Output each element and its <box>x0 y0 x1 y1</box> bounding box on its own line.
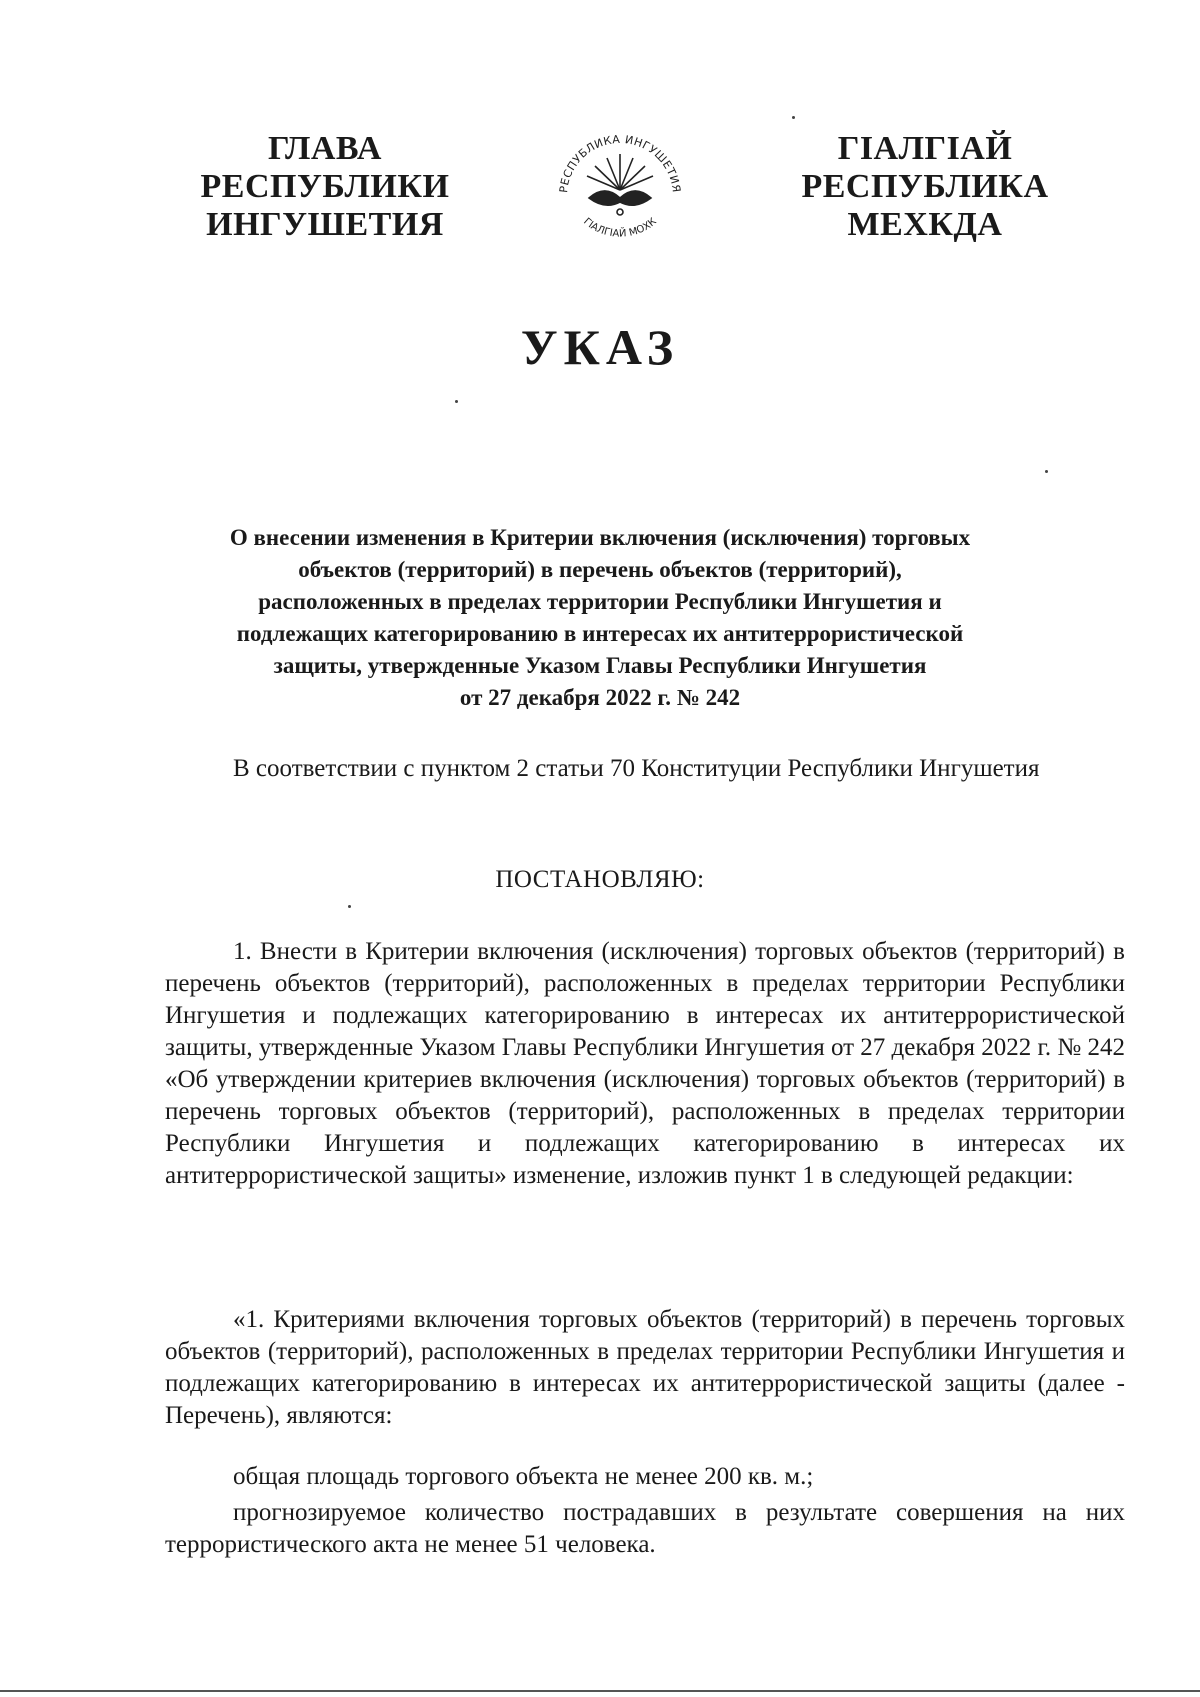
svg-text:ГIАЛГIАЙ МОХК <box>581 216 659 239</box>
title-line-2: объектов (территорий) в перечень объектов (территорий), <box>298 557 902 582</box>
title-line-3: расположенных в пределах территории Республики Ингушетия и <box>258 589 942 614</box>
title-line-5: защиты, утвержденные Указом Главы Республики Ингушетия <box>273 653 927 678</box>
emblem-arc-bottom: ГIАЛГIАЙ МОХК <box>581 216 659 240</box>
decree-title <box>150 522 1050 714</box>
paragraph-area-criterion: общая площадь торгового объекта не менее 200 кв. м.; <box>233 1463 814 1490</box>
header-right-line-1: ГІАЛГІАЙ <box>837 130 1013 167</box>
header-right-ingush <box>775 130 1075 244</box>
scan-speck <box>1045 470 1048 473</box>
title-line-4: подлежащих категорированию в интересах их антитеррористической <box>236 621 964 646</box>
header-right-line-2: РЕСПУБЛИКА <box>801 168 1049 205</box>
emblem-arc-top: РЕСПУБЛИКА ИНГУШЕТИЯ <box>557 132 683 194</box>
legal-basis-paragraph: В соответствии с пунктом 2 статьи 70 Конституции Республики Ингушетия <box>233 755 1040 782</box>
paragraph-quoted-criteria: «1. Критериями включения торговых объектов (территорий) в перечень торговых объектов (территорий), расположенных в пределах территории Республики Ингушетия и подлежащих категорированию в интересах их антитеррористической защиты (далее - Перечень), являются: <box>165 1306 1125 1429</box>
scan-speck <box>348 905 351 908</box>
paragraph-victims-criterion: прогнозируемое количество пострадавших в результате совершения на них террористического акта не менее 51 человека. <box>165 1499 1125 1558</box>
document-type: УКАЗ <box>520 319 680 375</box>
header-left-russian <box>175 130 475 244</box>
header-right-line-3: МЕХКДА <box>847 206 1003 243</box>
header-left-line-3: ИНГУШЕТИЯ <box>206 206 444 243</box>
scan-bottom-edge <box>0 1690 1200 1692</box>
scan-speck <box>792 116 795 119</box>
header-left-line-2: РЕСПУБЛИКИ <box>200 168 450 205</box>
title-line-6: от 27 декабря 2022 г. № 242 <box>459 685 741 710</box>
scan-speck <box>455 400 458 403</box>
paragraph-item-1: 1. Внести в Критерии включения (исключения) торговых объектов (территорий) в перечень объектов (территорий), расположенных в пределах территории Республики Ингушетия и подлежащих категорированию в интересах их антитеррористической защиты, утвержденные Указом Главы Республики Ингушетия от 27 декабря 2022 г. № 242 «Об утверждении критериев включения (исключения) торговых объектов (территорий) в перечень торговых объектов (территорий), расположенных в пределах территории Республики Ингушетия и подлежащих категорированию в интересах их антитеррористической защиты» изменение, изложив пункт 1 в следующей редакции: <box>165 938 1125 1189</box>
republic-emblem-icon <box>545 118 695 248</box>
header-left-line-1: ГЛАВА <box>268 130 382 167</box>
decree-word: ПОСТАНОВЛЯЮ: <box>495 866 705 893</box>
title-line-1: О внесении изменения в Критерии включения (исключения) торговых <box>229 525 971 550</box>
